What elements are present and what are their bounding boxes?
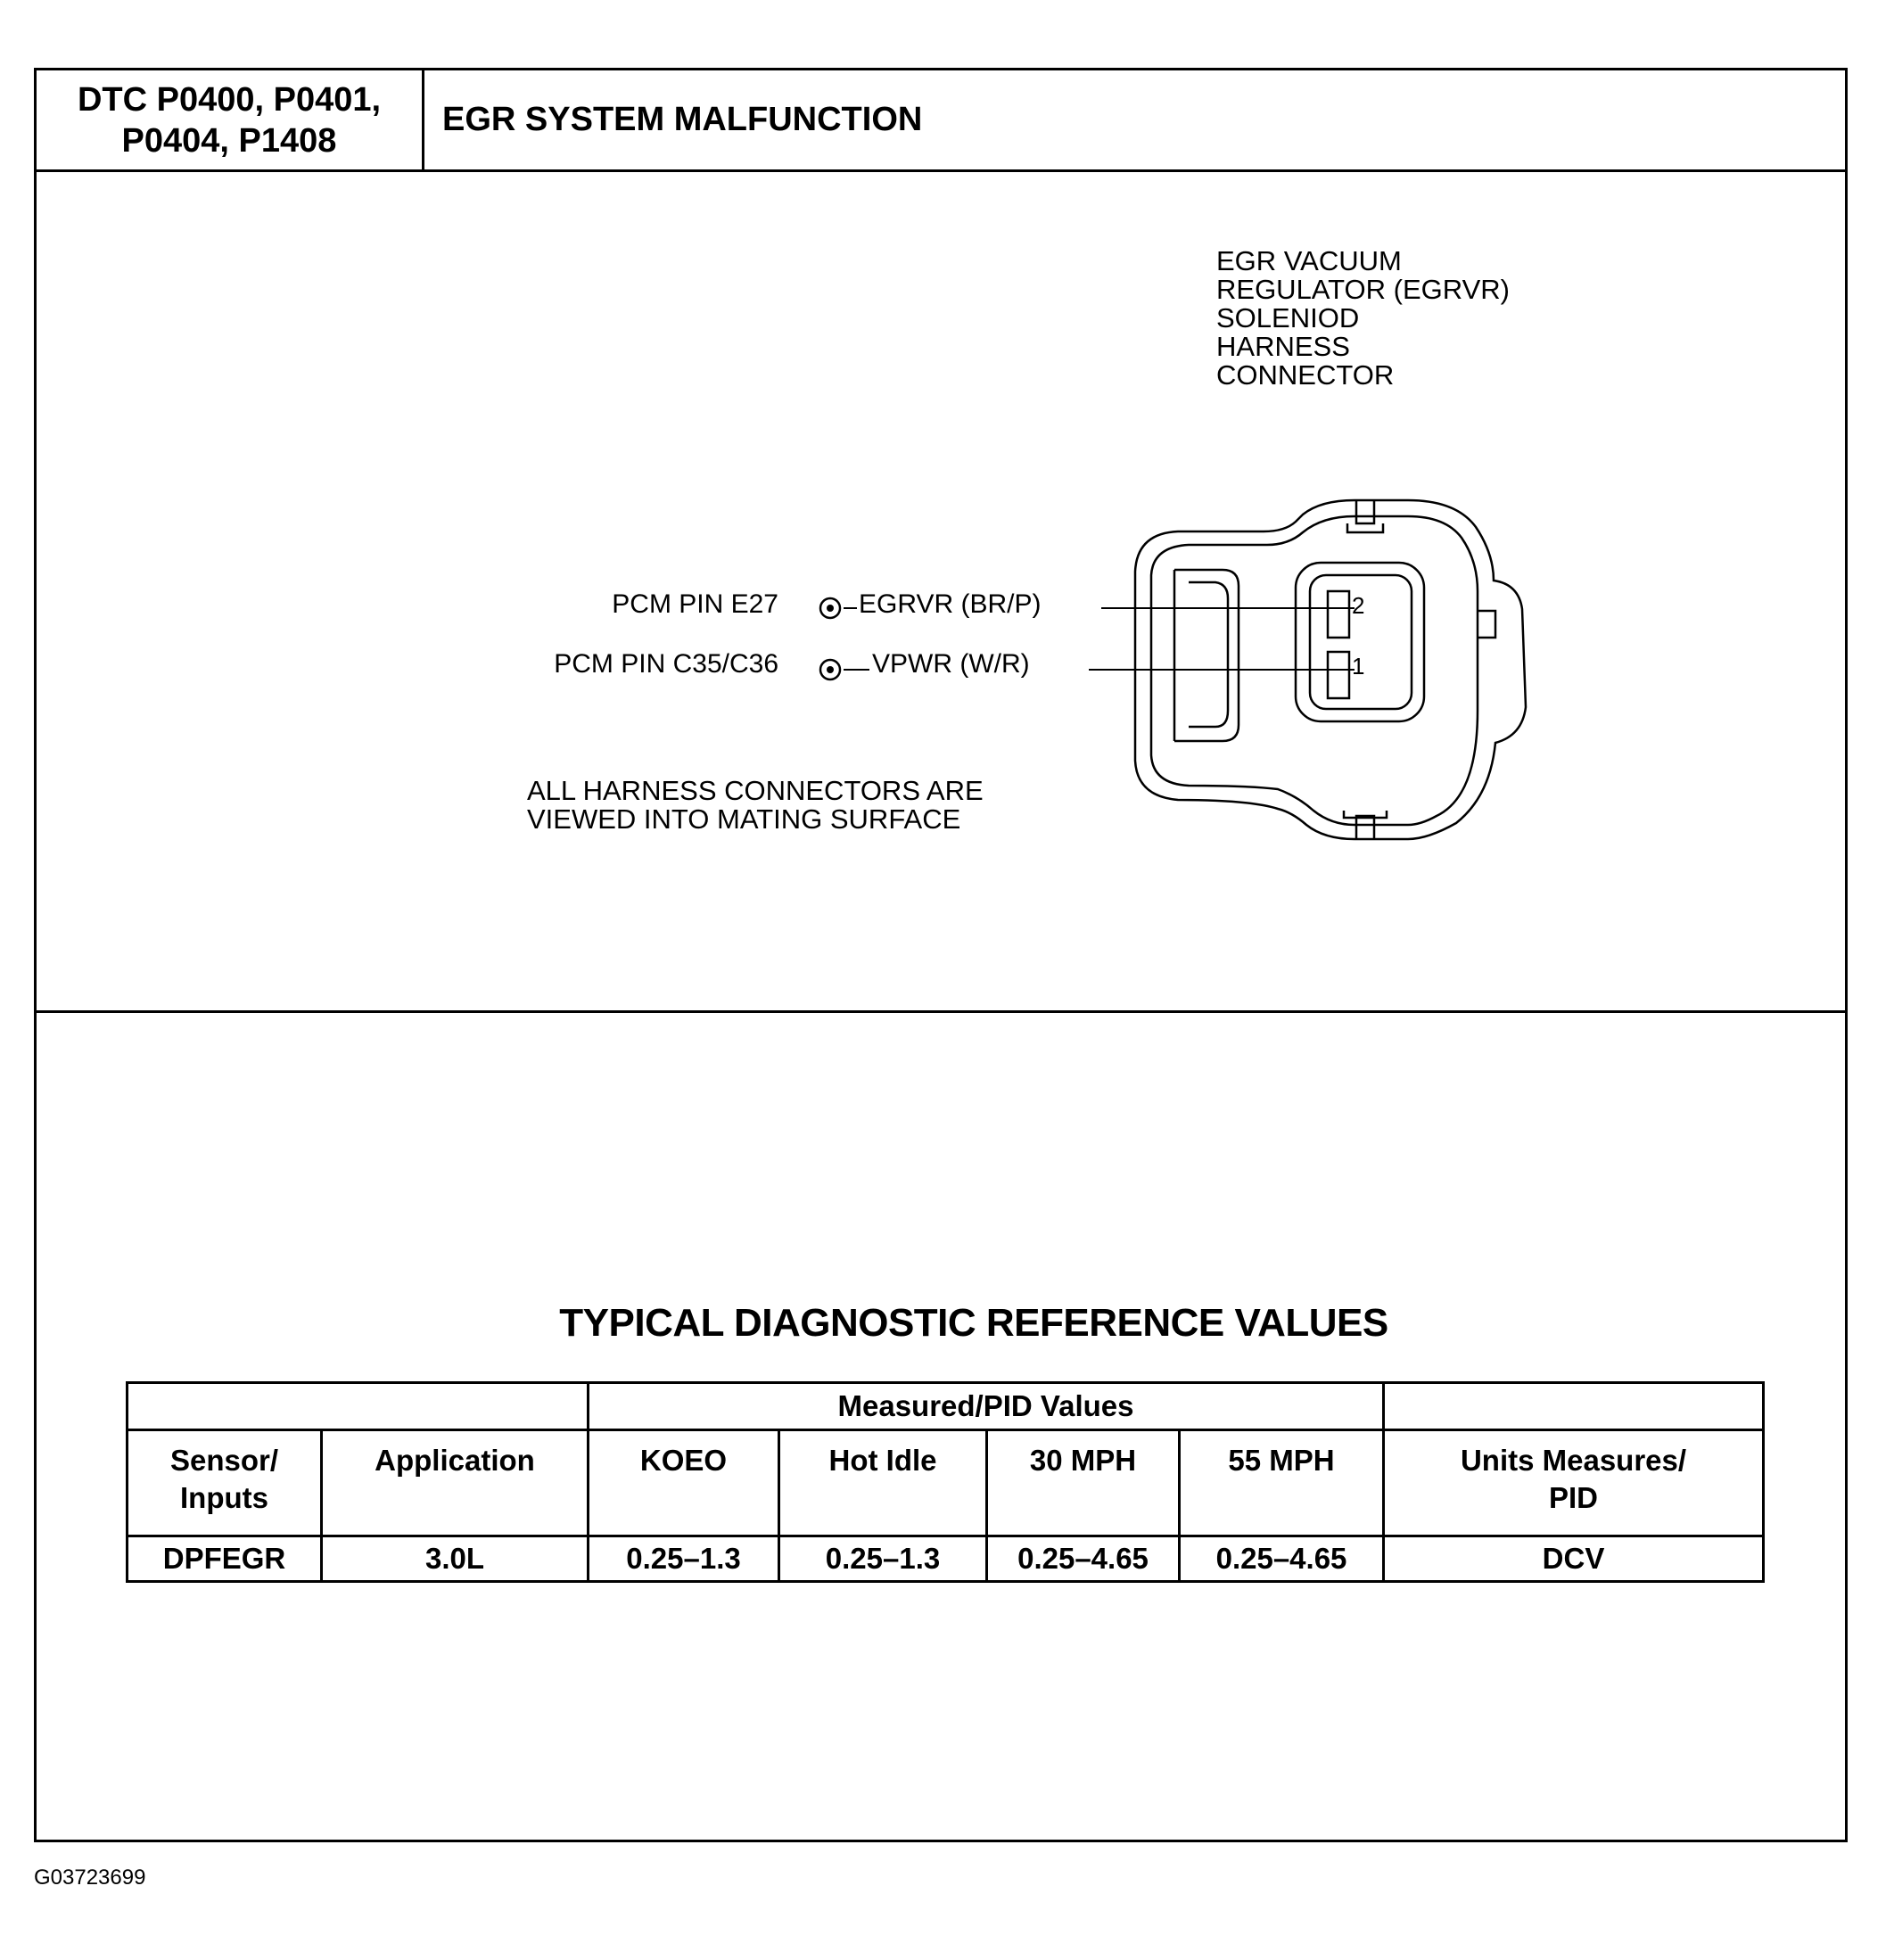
viewing-note-line: VIEWED INTO MATING SURFACE <box>527 803 961 835</box>
component-label-line: REGULATOR (EGRVR) <box>1216 274 1510 305</box>
connector-diagram-panel <box>37 172 1845 1013</box>
connector-bottom-latch <box>1356 816 1374 839</box>
col-header-koeo: KOEO <box>589 1430 779 1536</box>
table-group-blank-left <box>128 1383 589 1430</box>
connector-right-tab <box>1478 611 1495 638</box>
cell-units: DCV <box>1384 1536 1764 1582</box>
cell-30-mph: 0.25–4.65 <box>987 1536 1180 1582</box>
dtc-codes-line-2: P0404, P1408 <box>121 121 337 160</box>
circuit-label-egrvr: EGRVR (BR/P) <box>859 589 1042 619</box>
dtc-codes-line-1: DTC P0400, P0401, <box>77 80 382 119</box>
col-header-hot-idle: Hot Idle <box>779 1430 987 1536</box>
col-header-application: Application <box>322 1430 589 1536</box>
col-header-sensor-line: Inputs <box>180 1481 268 1514</box>
col-header-units-line: PID <box>1548 1481 1598 1514</box>
pcm-pin-label-c35-c36: PCM PIN C35/C36 <box>554 649 778 679</box>
connector-bottom-latch-inner <box>1344 811 1387 818</box>
terminal-pin-2 <box>1328 591 1349 638</box>
table-group-header: Measured/PID Values <box>589 1383 1384 1430</box>
cell-hot-idle: 0.25–1.3 <box>779 1536 987 1582</box>
component-label-line: CONNECTOR <box>1216 359 1395 391</box>
terminal-cavity-inner <box>1310 575 1412 709</box>
cell-koeo: 0.25–1.3 <box>589 1536 779 1582</box>
col-header-units-line: Units Measures/ <box>1460 1444 1687 1477</box>
header-title: EGR SYSTEM MALFUNCTION <box>442 101 923 138</box>
header-bar <box>37 70 1845 172</box>
splice-symbol-c35-center <box>827 666 834 673</box>
dtc-codes <box>37 70 424 169</box>
table-group-header-row <box>128 1383 1764 1430</box>
col-header-55-mph: 55 MPH <box>1180 1430 1384 1536</box>
connector-top-latch <box>1356 500 1374 523</box>
pin-number-1: 1 <box>1352 653 1365 679</box>
terminal-cavity-outer <box>1296 563 1424 721</box>
table-title: TYPICAL DIAGNOSTIC REFERENCE VALUES <box>559 1301 1388 1345</box>
component-label-line: HARNESS <box>1216 331 1350 362</box>
splice-symbol-e27-center <box>827 605 834 612</box>
harness-connector-drawing <box>37 172 1845 1010</box>
figure-id: G03723699 <box>34 1865 146 1890</box>
col-header-sensor-line: Sensor/ <box>169 1444 279 1477</box>
col-header-sensor <box>128 1430 322 1536</box>
viewing-note-line: ALL HARNESS CONNECTORS ARE <box>527 775 984 806</box>
connector-top-latch-inner <box>1347 523 1383 532</box>
reference-values-table <box>126 1381 1765 1583</box>
col-header-units <box>1384 1430 1764 1536</box>
circuit-label-vpwr: VPWR (W/R) <box>872 649 1030 679</box>
cell-sensor: DPFEGR <box>128 1536 322 1582</box>
cell-55-mph: 0.25–4.65 <box>1180 1536 1384 1582</box>
cell-application: 3.0L <box>322 1536 589 1582</box>
terminal-pin-1 <box>1328 652 1349 698</box>
table-header-row <box>128 1430 1764 1536</box>
pin-number-2: 2 <box>1352 592 1365 619</box>
connector-left-key-inner <box>1189 582 1228 727</box>
table-row <box>128 1536 1764 1582</box>
pcm-pin-label-e27: PCM PIN E27 <box>612 589 778 619</box>
col-header-30-mph: 30 MPH <box>987 1430 1180 1536</box>
component-label-line: SOLENIOD <box>1216 302 1360 334</box>
component-label-line: EGR VACUUM <box>1216 245 1402 276</box>
document-sheet <box>34 68 1848 1842</box>
table-group-blank-right <box>1384 1383 1764 1430</box>
